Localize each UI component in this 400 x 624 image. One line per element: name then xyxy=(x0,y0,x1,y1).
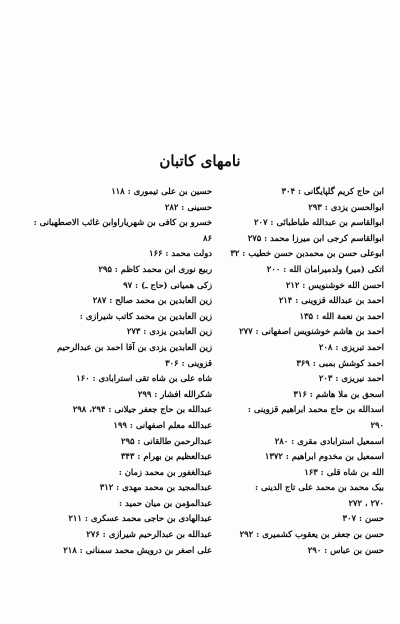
index-entry: شاه علی بن شاه تقی استرابادی : ۱۶۰ xyxy=(76,373,212,384)
index-entry: عبدالهادی بن حاجی محمد عسکری : ۲۱۱ xyxy=(68,513,212,524)
left-column-index xyxy=(33,184,212,558)
index-entry: زین العابدین یزدی : ۲۷۳ xyxy=(126,326,212,337)
index-entry: احمد تبریزی : ۲۰۸ xyxy=(318,341,384,352)
index-entry: ۲۷۰ ، ۲۷۲ xyxy=(348,497,384,508)
index-entry: علی اصغر بن درویش محمد سمنانی : ۲۱۸ xyxy=(63,544,212,555)
index-entry: حسینی : ۲۸۲ xyxy=(164,201,212,212)
index-entry: زین العابدین بن محمد صالح : ۲۸۷ xyxy=(92,295,212,306)
index-entry: حسن : ۳۰۷ xyxy=(342,513,384,524)
index-entry: الله بن شاه قلی : ۱۶۳ xyxy=(304,466,384,477)
index-entry: عبدالغفور بن محمد زمان : xyxy=(118,466,212,477)
right-column-index xyxy=(224,184,384,558)
index-entry: ربیع نوری ابن محمد کاظم : ۲۹۵ xyxy=(98,263,212,274)
index-entry: زین العابدین بن محمد کاتب شیرازی : xyxy=(79,310,212,321)
index-entry: اسمعیل بن مخدوم ابراهیم : ۱۳۷۲ xyxy=(264,451,384,462)
index-entry: اسمعیل استرابادی مقری : ۲۸۰ xyxy=(274,435,384,446)
index-entry: زین العابدین یزدی بن آقا احمد بن عبدالرحیم xyxy=(56,341,212,352)
index-entry: ابوالقاسم کرجی ابن میرزا محمد : ۲۷۵ xyxy=(247,232,384,243)
index-entry: خسرو بن کافی بن شهریاراوابن غائب الاصطهبانی : xyxy=(33,217,212,228)
index-entry: دولت محمد : ۱۶۶ xyxy=(148,248,212,259)
index-entry: ابوعلی حسن بن محمدبن حسن خطیب : ۳۲ xyxy=(230,248,384,259)
index-entry: احمد بن هاشم خوشنویس اصفهانی : ۲۷۷ xyxy=(239,326,384,337)
index-entry: ابن حاج کریم گلپایگانی : ۳۰۴ xyxy=(281,186,384,196)
index-entry: اسحق بن ملا هاشم : ۳۱۶ xyxy=(293,388,384,399)
index-entry: احسن الله خوشنویس : ۲۱۲ xyxy=(285,279,384,290)
index-entry: عبدالله معلم اصفهانی : ۱۹۹ xyxy=(113,419,212,430)
index-entry: حسن بن عباس : ۲۹۰ xyxy=(307,544,384,555)
index-entry: اسدالله بن حاج محمد ابراهیم قزوینی : xyxy=(247,404,384,415)
index-entry: عبدالمؤمن بن میان حمید : xyxy=(119,497,212,508)
index-entry: زکی همیانی (حاج ـ) : ۹۷ xyxy=(123,279,212,290)
index-entry: شکرالله افشار : ۲۹۹ xyxy=(137,388,212,399)
page-title: نامهای کاتبان xyxy=(159,152,241,170)
index-entry: عبدالله بن حاج جعفر جیلانی : ۲۹۴، ۲۹۸ xyxy=(72,404,212,415)
index-entry: حسین بن علی تیموری : ۱۱۸ xyxy=(111,186,212,196)
index-entry: احمد بن عبدالله قزوینی : ۲۱۴ xyxy=(278,295,384,306)
index-entry: عبدالعظیم بن بهرام : ۳۴۳ xyxy=(120,451,212,462)
index-entry: ۲۹۰ xyxy=(370,419,384,430)
index-entry: ۸۶ xyxy=(203,232,212,243)
index-entry: ابوالقاسم بن عبدالله طباطبائی : ۲۰۷ xyxy=(254,217,384,228)
index-entry: قزوینی : ۳۰۶ xyxy=(165,357,212,368)
index-entry: عبدالله بن عبدالرحیم شیرازی : ۲۷۶ xyxy=(86,529,212,540)
index-entry: عبدالرحمن طالقانی : ۲۹۵ xyxy=(120,435,212,446)
index-entry: احمد نیریزی : ۲۰۳ xyxy=(318,373,384,384)
index-entry: ابوالحسن یزدی : ۲۹۳ xyxy=(308,201,384,212)
index-entry: بیک محمد بن محمد علی تاج الدینی : xyxy=(255,482,384,493)
index-entry: اتکی (میر) ولدمیرامان الله : ۲۰۰ xyxy=(266,263,384,274)
index-entry: احمد کوشش بمبی : ۳۶۹ xyxy=(296,357,384,368)
index-entry: احمد بن نعمة الله : ۱۳۵ xyxy=(299,310,384,321)
index-entry: عبدالمجید بن محمد مهدی : ۳۱۲ xyxy=(99,482,212,493)
index-entry: حسن بن جعفر بن یعقوب کشمیری : ۲۹۲ xyxy=(239,529,384,540)
